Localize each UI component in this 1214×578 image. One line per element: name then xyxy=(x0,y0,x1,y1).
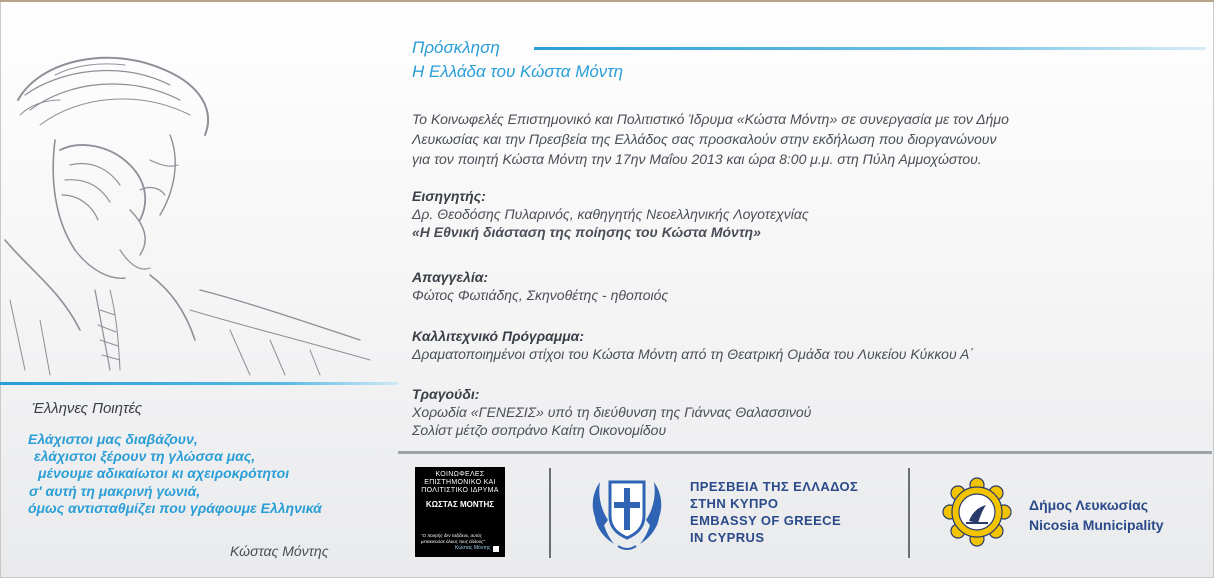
song-heading: Τραγούδι: xyxy=(412,386,480,402)
intro-line: για τον ποιητή Κώστα Μόντη την 17ην Μαΐου 2013 και ώρα 8:00 μ.μ. στη Πύλη Αμμοχώστου. xyxy=(412,151,982,167)
logo-divider xyxy=(549,468,551,558)
invitation-intro xyxy=(412,109,1192,169)
title-rule xyxy=(534,47,1206,50)
foundation-quote: "Ο ποιητής δεν ταξίδευε, αυτός μετακινούσε όλους τους άλλους" xyxy=(421,533,485,544)
nicosia-municipality-name xyxy=(1029,495,1164,535)
artistic-program-detail: Δραματοποιημένοι στίχοι του Κώστα Μόντη από τη Θεατρική Ομάδα του Λυκείου Κύκκου Α΄ xyxy=(412,346,975,362)
nicosia-line: Nicosia Municipality xyxy=(1029,517,1164,533)
nicosia-line: Δήμος Λευκωσίας xyxy=(1029,497,1149,513)
poem-line: όμως αντισταθμίζει που γράφουμε Ελληνικά xyxy=(28,499,322,516)
event-title: Η Ελλάδα του Κώστα Μόντη xyxy=(412,62,624,81)
greek-coat-of-arms-icon xyxy=(584,468,670,554)
footer-rule xyxy=(398,451,1212,454)
embassy-line: IN CYPRUS xyxy=(690,530,765,545)
embassy-line: EMBASSY OF GREECE xyxy=(690,513,842,528)
intro-line: Λευκωσίας και την Πρεσβεία της Ελλάδος σας προσκαλούν στην εκδήλωση που διοργανώνουν xyxy=(412,131,997,147)
greek-poets-label: Έλληνες Ποιητές xyxy=(32,400,143,417)
poem-line: μένουμε αδικαίωτοι κι αχειροκρότητοι xyxy=(38,465,290,482)
foundation-line: ΚΟΙΝΩΦΕΛΕΣ xyxy=(435,471,485,478)
recitation-heading: Απαγγελία: xyxy=(412,269,489,285)
left-divider-rule xyxy=(0,382,398,385)
artistic-program-section xyxy=(412,327,974,363)
embassy-name xyxy=(690,478,858,546)
song-section xyxy=(412,385,811,439)
foundation-line: ΕΠΙΣΤΗΜΟΝΙΚΟ ΚΑΙ xyxy=(424,479,496,486)
speaker-section xyxy=(412,187,809,241)
foundation-logo-text xyxy=(415,471,505,495)
song-soloist: Σολίστ μέτζο σοπράνο Καίτη Οικονομίδου xyxy=(412,422,667,438)
artistic-program-heading: Καλλιτεχνικό Πρόγραμμα: xyxy=(412,328,584,344)
song-choir: Χορωδία «ΓΕΝΕΣΙΣ» υπό τη διεύθυνση της Γιάννας Θαλασσινού xyxy=(412,404,812,420)
poem-line: σ' αυτή τη μακρινή γωνιά, xyxy=(29,482,201,499)
nicosia-municipality-emblem-icon xyxy=(942,477,1012,547)
embassy-line: ΣΤΗΝ ΚΥΠΡΟ xyxy=(690,496,779,511)
recitation-section xyxy=(412,268,668,304)
foundation-logo xyxy=(415,467,505,557)
foundation-square-icon xyxy=(493,546,499,552)
speaker-topic: «Η Εθνική διάσταση της ποίησης του Κώστα Μόντη» xyxy=(412,224,761,240)
poem-line: Ελάχιστοι μας διαβάζουν, xyxy=(28,431,198,447)
poet-signature: Κώστας Μόντης xyxy=(230,543,329,559)
foundation-line: ΠΟΛΙΤΙΣΤΙΚΟ ΙΔΡΥΜΑ xyxy=(421,487,499,494)
foundation-signature: Κώστας Μόντης xyxy=(455,545,491,551)
embassy-line: ΠΡΕΣΒΕΙΑ ΤΗΣ ΕΛΛΑΔΟΣ xyxy=(690,479,859,494)
logo-divider xyxy=(908,468,910,558)
top-border-line xyxy=(0,0,1214,2)
intro-line: Το Κοινωφελές Επιστημονικό και Πολιτιστικό Ίδρυμα «Κώστα Μόντη» σε συνεργασία με τον Δήμο xyxy=(412,111,1009,127)
poet-portrait-sketch xyxy=(0,40,380,380)
poem-excerpt xyxy=(24,431,384,517)
speaker-heading: Εισηγητής: xyxy=(412,188,486,204)
poem-line: ελάχιστοι ξέρουν τη γλώσσα μας, xyxy=(34,448,256,465)
invitation-title: Πρόσκληση xyxy=(412,38,500,57)
foundation-name: ΚΩΣΤΑΣ ΜΟΝΤΗΣ xyxy=(425,500,495,509)
recitation-performer: Φώτος Φωτιάδης, Σκηνοθέτης - ηθοποιός xyxy=(412,287,669,303)
speaker-name: Δρ. Θεοδόσης Πυλαρινός, καθηγητής Νεοελληνικής Λογοτεχνίας xyxy=(412,206,809,222)
